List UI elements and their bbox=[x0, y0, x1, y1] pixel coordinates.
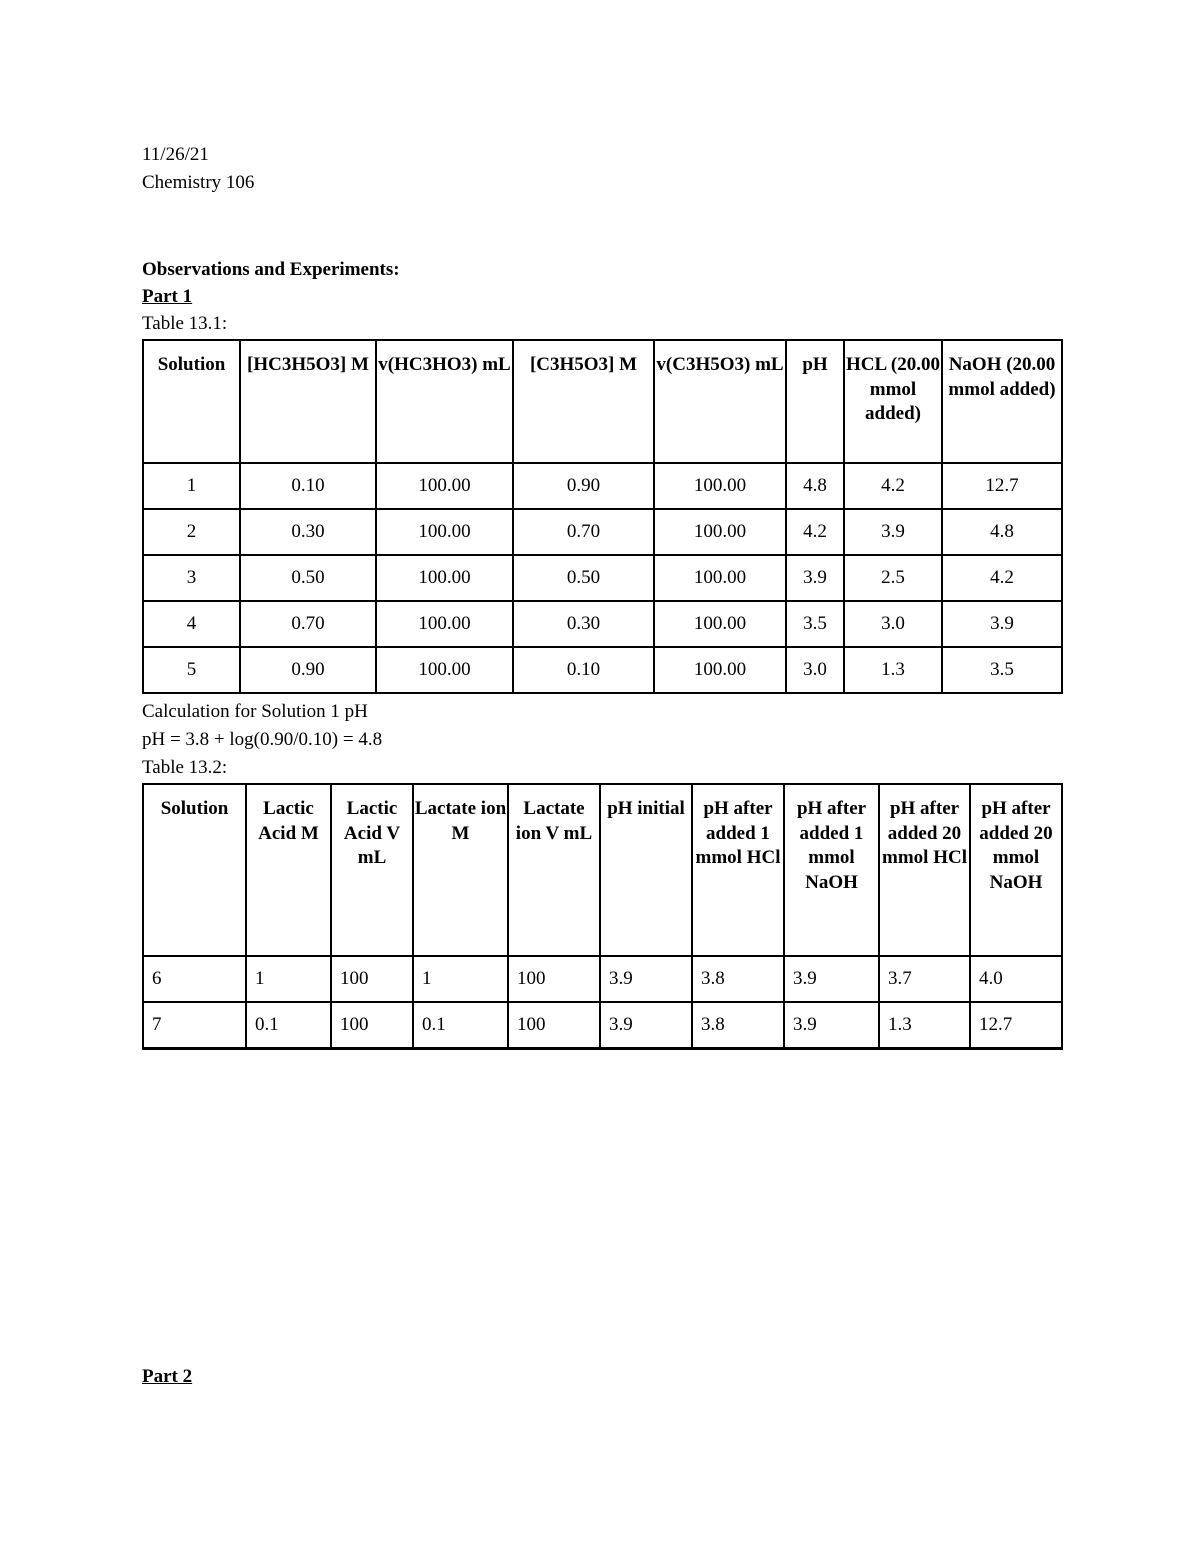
column-header: pH after added 20 mmol HCl bbox=[879, 784, 970, 956]
table2-caption: Table 13.2: bbox=[142, 757, 228, 778]
column-header: pH after added 1 mmol HCl bbox=[692, 784, 784, 956]
table-cell: 0.1 bbox=[246, 1002, 331, 1049]
table-cell: 3.7 bbox=[879, 956, 970, 1002]
table-cell: 100.00 bbox=[654, 647, 786, 693]
table-cell: 100 bbox=[331, 956, 413, 1002]
table-cell: 4.8 bbox=[942, 509, 1062, 555]
table-cell: 2.5 bbox=[844, 555, 942, 601]
table-cell: 0.50 bbox=[513, 555, 654, 601]
table-cell: 0.30 bbox=[240, 509, 376, 555]
table-cell: 0.70 bbox=[513, 509, 654, 555]
column-header: HCL (20.00 mmol added) bbox=[844, 340, 942, 463]
table-cell: 0.30 bbox=[513, 601, 654, 647]
table-cell: 1.3 bbox=[879, 1002, 970, 1049]
column-header: Lactate ion V mL bbox=[508, 784, 600, 956]
document-date: 11/26/21 bbox=[142, 144, 209, 165]
table-cell: 3.9 bbox=[600, 956, 692, 1002]
column-header: pH after added 1 mmol NaOH bbox=[784, 784, 879, 956]
column-header: pH after added 20 mmol NaOH bbox=[970, 784, 1062, 956]
column-header: v(HC3HO3) mL bbox=[376, 340, 513, 463]
table-cell: 4.2 bbox=[942, 555, 1062, 601]
table-cell: 100 bbox=[331, 1002, 413, 1049]
table-cell: 0.1 bbox=[413, 1002, 508, 1049]
column-header: Lactic Acid V mL bbox=[331, 784, 413, 956]
table-cell: 7 bbox=[143, 1002, 246, 1049]
table-cell: 3.9 bbox=[786, 555, 844, 601]
part2-title: Part 2 bbox=[142, 1366, 193, 1387]
table-cell: 100 bbox=[508, 1002, 600, 1049]
table-cell: 100.00 bbox=[654, 509, 786, 555]
column-header: [C3H5O3] M bbox=[513, 340, 654, 463]
section-title: Observations and Experiments: bbox=[142, 259, 400, 280]
table-cell: 5 bbox=[143, 647, 240, 693]
table-cell: 3.9 bbox=[942, 601, 1062, 647]
table-cell: 4.0 bbox=[970, 956, 1062, 1002]
table-cell: 12.7 bbox=[942, 463, 1062, 509]
table-cell: 100.00 bbox=[376, 647, 513, 693]
table-cell: 1 bbox=[143, 463, 240, 509]
table-cell: 4.2 bbox=[844, 463, 942, 509]
column-header: Lactate ion M bbox=[413, 784, 508, 956]
table-cell: 3.9 bbox=[784, 1002, 879, 1049]
table-cell: 100.00 bbox=[654, 601, 786, 647]
table-13-2 bbox=[142, 783, 1063, 1050]
table-cell: 0.90 bbox=[513, 463, 654, 509]
column-header: pH bbox=[786, 340, 844, 463]
table-cell: 3.8 bbox=[692, 956, 784, 1002]
table-cell: 100.00 bbox=[654, 555, 786, 601]
table-row bbox=[143, 463, 1062, 509]
table-cell: 1.3 bbox=[844, 647, 942, 693]
table-cell: 0.10 bbox=[513, 647, 654, 693]
table-cell: 3.0 bbox=[786, 647, 844, 693]
table-cell: 3.9 bbox=[784, 956, 879, 1002]
table-row bbox=[143, 647, 1062, 693]
table-cell: 3.0 bbox=[844, 601, 942, 647]
table-cell: 100.00 bbox=[376, 463, 513, 509]
column-header: pH initial bbox=[600, 784, 692, 956]
table-cell: 12.7 bbox=[970, 1002, 1062, 1049]
table-cell: 3.9 bbox=[600, 1002, 692, 1049]
table-cell: 4 bbox=[143, 601, 240, 647]
table-cell: 1 bbox=[413, 956, 508, 1002]
table1-caption: Table 13.1: bbox=[142, 313, 228, 334]
calculation-title: Calculation for Solution 1 pH bbox=[142, 701, 368, 722]
table-header-row bbox=[143, 784, 1062, 956]
table-cell: 0.90 bbox=[240, 647, 376, 693]
column-header: [HC3H5O3] M bbox=[240, 340, 376, 463]
table-cell: 4.2 bbox=[786, 509, 844, 555]
column-header: Solution bbox=[143, 340, 240, 463]
table-cell: 0.50 bbox=[240, 555, 376, 601]
table-cell: 3 bbox=[143, 555, 240, 601]
table-cell: 6 bbox=[143, 956, 246, 1002]
table-cell: 2 bbox=[143, 509, 240, 555]
table-cell: 3.9 bbox=[844, 509, 942, 555]
table-cell: 100.00 bbox=[376, 601, 513, 647]
column-header: v(C3H5O3) mL bbox=[654, 340, 786, 463]
course-name: Chemistry 106 bbox=[142, 172, 255, 193]
table-row bbox=[143, 956, 1062, 1002]
column-header: NaOH (20.00 mmol added) bbox=[942, 340, 1062, 463]
table-cell: 1 bbox=[246, 956, 331, 1002]
table-cell: 100.00 bbox=[376, 509, 513, 555]
table-row bbox=[143, 601, 1062, 647]
column-header: Lactic Acid M bbox=[246, 784, 331, 956]
calculation-equation: pH = 3.8 + log(0.90/0.10) = 4.8 bbox=[142, 729, 383, 750]
table-row bbox=[143, 555, 1062, 601]
table-cell: 100 bbox=[508, 956, 600, 1002]
table-row bbox=[143, 1002, 1062, 1049]
table-cell: 0.70 bbox=[240, 601, 376, 647]
table-cell: 3.5 bbox=[942, 647, 1062, 693]
part1-title: Part 1 bbox=[142, 286, 193, 307]
table-cell: 3.5 bbox=[786, 601, 844, 647]
table-cell: 4.8 bbox=[786, 463, 844, 509]
table-cell: 100.00 bbox=[654, 463, 786, 509]
table-cell: 0.10 bbox=[240, 463, 376, 509]
table-13-1 bbox=[142, 339, 1063, 694]
table-cell: 3.8 bbox=[692, 1002, 784, 1049]
column-header: Solution bbox=[143, 784, 246, 956]
table-cell: 100.00 bbox=[376, 555, 513, 601]
table-row bbox=[143, 509, 1062, 555]
table-header-row bbox=[143, 340, 1062, 463]
